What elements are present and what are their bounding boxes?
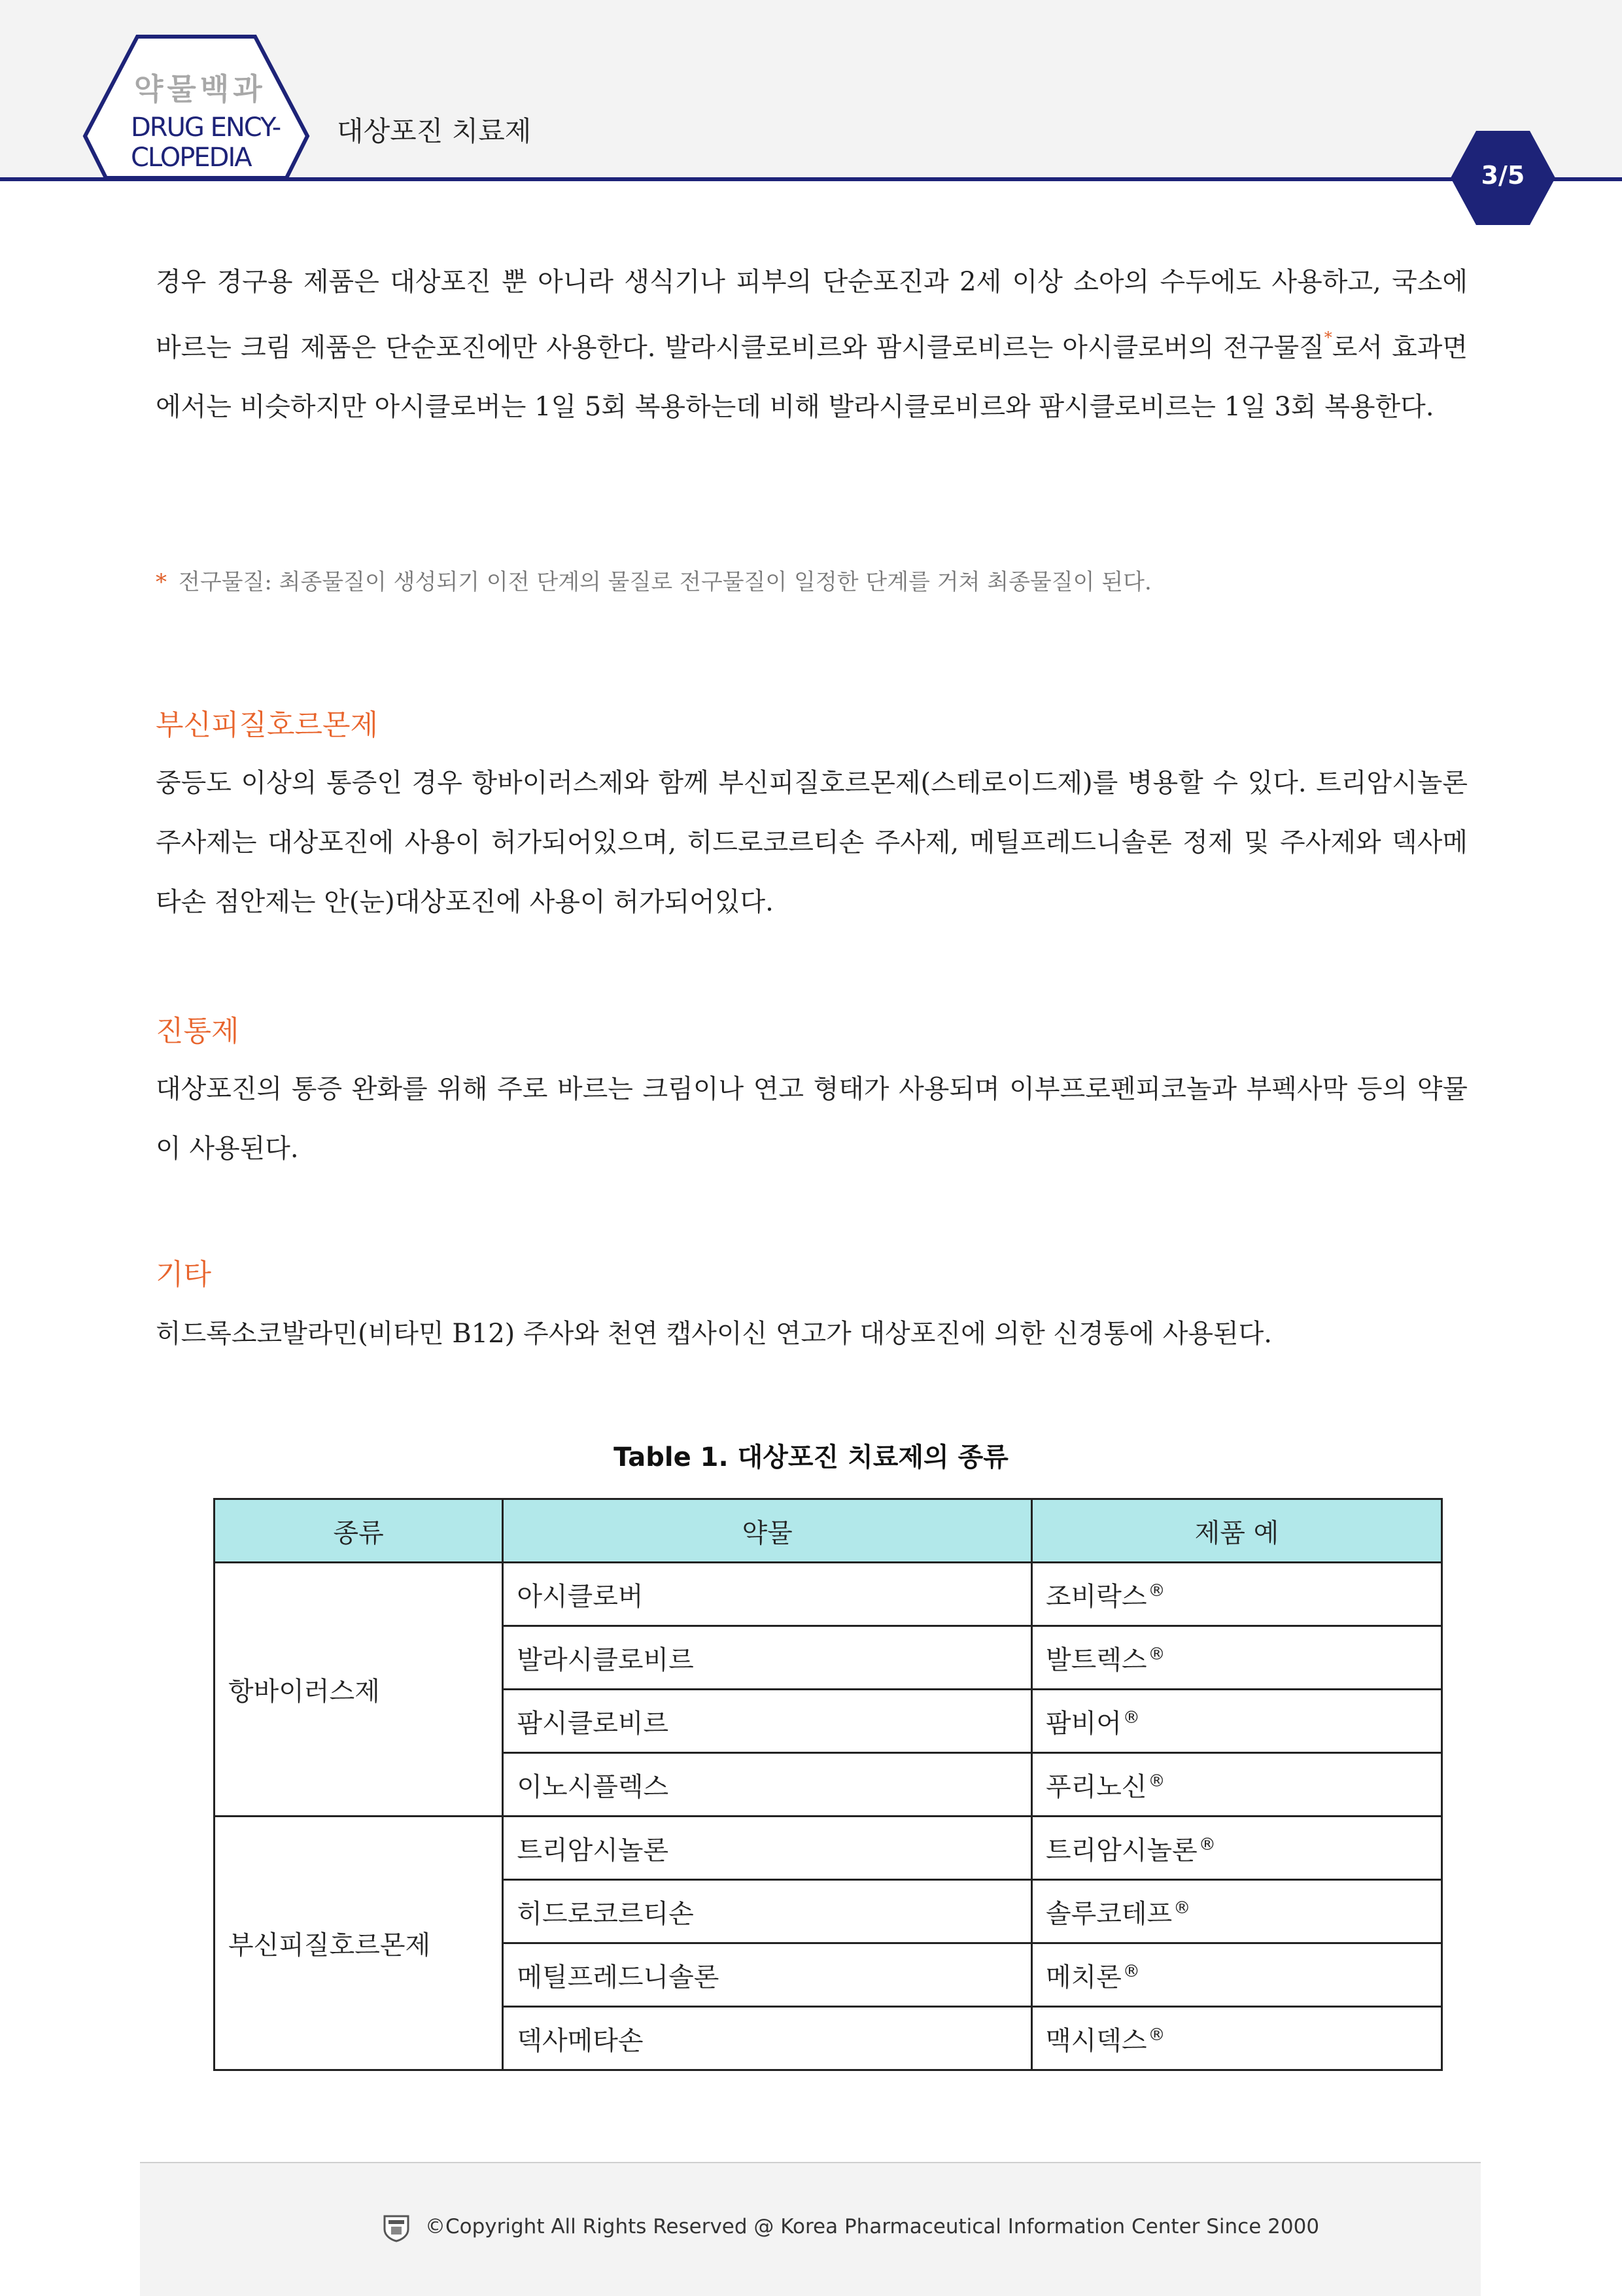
- registered-mark: ®: [1173, 1898, 1191, 1918]
- section-body-corticosteroid: 중등도 이상의 통증인 경우 항바이러스제와 함께 부신피질호르몬제(스테로이드제)를 병용할 수 있다. 트리암시놀론 주사제는 대상포진에 사용이 허가되어있으며, 히드로코르티손 주사제, 메틸프레드니솔론 정제 및 주사제와 덱사메타손 점안제는 안(눈)대상포진에 사용이 허가되어있다.: [156, 768, 1468, 917]
- document-title: 대상포진 치료제: [337, 115, 532, 147]
- intro-text-after: 로서 효과면에서는 비슷하지만 아시클로버는 1일 5회 복용하는데 비해 발라시클로비르와 팜시클로비르는 1일 3회 복용한다.: [156, 332, 1468, 423]
- product-cell: [1031, 2007, 1441, 2070]
- header-product: 제품 예: [1031, 1499, 1441, 1563]
- product-name: 트리암시놀론: [1045, 1835, 1198, 1866]
- intro-text-before: 경우 경구용 제품은 대상포진 뿐 아니라 생식기나 피부의 단순포진과 2세 이상 소아의 수두에도 사용하고, 국소에 바르는 크림 제품은 단순포진에만 사용한다. 발라시클로비르와 팜시클로비르는 아시클로버의 전구물질: [156, 267, 1468, 363]
- registered-mark: ®: [1148, 1771, 1165, 1791]
- copyright-text: ©Copyright All Rights Reserved @ Korea Pharmaceutical Information Center Since 2000: [425, 2215, 1320, 2238]
- section-body-other: 히드록소코발라민(비타민 B12) 주사와 천연 캡사이신 연고가 대상포진에 의한 신경통에 사용된다.: [156, 1319, 1272, 1349]
- logo-korean: 약물백과: [134, 71, 266, 107]
- registered-mark: ®: [1148, 2025, 1165, 2045]
- product-name: 맥시덱스: [1045, 2025, 1147, 2056]
- product-name: 메치론: [1045, 1962, 1122, 1992]
- section-body-analgesic: 대상포진의 통증 완화를 위해 주로 바르는 크림이나 연고 형태가 사용되며 이부프로펜피코놀과 부펙사막 등의 약물이 사용된다.: [156, 1074, 1468, 1164]
- footnote: [156, 564, 1468, 596]
- product-cell: [1031, 1626, 1441, 1690]
- table-row: [215, 1817, 1442, 1880]
- drug-cell: 트리암시놀론: [503, 1817, 1032, 1880]
- table-header-row: [215, 1499, 1442, 1563]
- category-cell: 부신피질호르몬제: [215, 1817, 503, 2070]
- table-row: [215, 1563, 1442, 1626]
- footnote-text: 전구물질: 최종물질이 생성되기 이전 단계의 물질로 전구물질이 일정한 단계를 거쳐 최종물질이 된다.: [179, 569, 1152, 595]
- registered-mark: ®: [1198, 1834, 1216, 1854]
- page-number: 3/5: [1481, 161, 1525, 190]
- header-drug: 약물: [503, 1499, 1032, 1563]
- product-name: 발트렉스: [1045, 1644, 1147, 1675]
- registered-mark: ®: [1148, 1580, 1165, 1601]
- section-heading-corticosteroid: 부신피질호르몬제: [156, 708, 379, 742]
- logo-english-line2: CLOPEDIA: [131, 143, 251, 173]
- product-cell: [1031, 1943, 1441, 2007]
- header-category: 종류: [215, 1499, 503, 1563]
- drug-cell: 메틸프레드니솔론: [503, 1943, 1032, 2007]
- drug-cell: 덱사메타손: [503, 2007, 1032, 2070]
- drug-cell: 아시클로버: [503, 1563, 1032, 1626]
- category-cell: 항바이러스제: [215, 1563, 503, 1817]
- drug-table: [213, 1498, 1443, 2071]
- drug-cell: 팜시클로비르: [503, 1690, 1032, 1753]
- product-cell: [1031, 1817, 1441, 1880]
- product-name: 팜비어: [1045, 1708, 1122, 1739]
- product-name: 조비락스: [1045, 1581, 1147, 1612]
- product-cell: [1031, 1563, 1441, 1626]
- footnote-star: *: [156, 569, 167, 595]
- section-heading-analgesic: 진통제: [156, 1015, 239, 1048]
- registered-mark: ®: [1122, 1961, 1140, 1981]
- drug-cell: 이노시플렉스: [503, 1753, 1032, 1817]
- product-cell: [1031, 1880, 1441, 1943]
- logo-english-line1: DRUG ENCY-: [131, 113, 281, 143]
- drug-cell: 히드로코르티손: [503, 1880, 1032, 1943]
- product-cell: [1031, 1690, 1441, 1753]
- emblem-icon: [382, 2214, 411, 2242]
- registered-mark: ®: [1148, 1644, 1165, 1664]
- logo-english: [131, 113, 280, 173]
- table-caption: Table 1. 대상포진 치료제의 종류: [613, 1442, 1009, 1472]
- registered-mark: ®: [1122, 1707, 1140, 1728]
- drug-cell: 발라시클로비르: [503, 1626, 1032, 1690]
- product-name: 푸리노신: [1045, 1771, 1147, 1802]
- product-name: 솔루코테프: [1045, 1898, 1173, 1929]
- footnote-marker: *: [1324, 328, 1332, 347]
- intro-paragraph: [156, 252, 1468, 437]
- section-heading-other: 기타: [156, 1258, 212, 1291]
- product-cell: [1031, 1753, 1441, 1817]
